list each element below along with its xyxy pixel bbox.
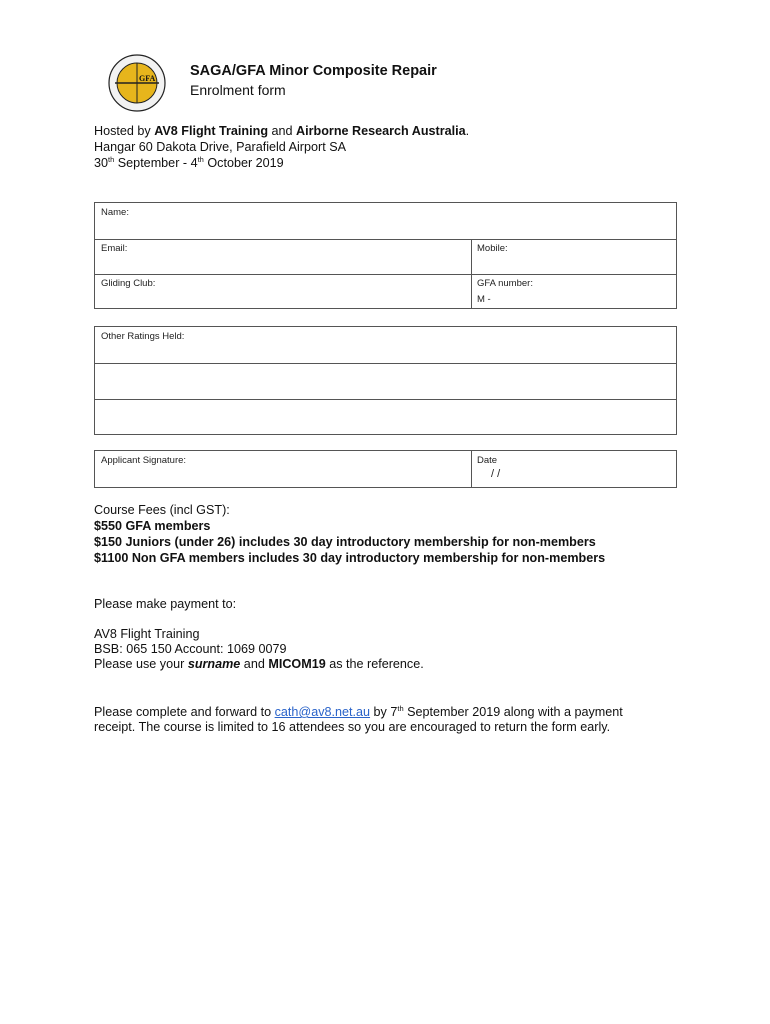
payment-reference: Please use your surname and MICOM19 as the reference.: [94, 657, 424, 671]
fee-line-gfa: $550 GFA members: [94, 519, 211, 533]
signature-box: [94, 450, 677, 488]
name-field[interactable]: Name:: [101, 207, 129, 218]
gfa-logo: [108, 54, 166, 112]
fee-line-non-gfa: $1100 Non GFA members includes 30 day introductory membership for non-members: [94, 551, 606, 565]
closing-line-1: Please complete and forward to cath@av8.net.au by 7th September 2019 along with a payment: [94, 703, 623, 719]
payee-name: AV8 Flight Training: [94, 627, 200, 641]
other-ratings-line-2[interactable]: [95, 363, 676, 399]
venue-address: Hangar 60 Dakota Drive, Parafield Airport SA: [94, 140, 346, 154]
page-subtitle: Enrolment form: [190, 82, 286, 98]
bank-details: BSB: 065 150 Account: 1069 0079: [94, 642, 287, 656]
other-ratings-box: [94, 326, 677, 435]
gfa-number-field[interactable]: GFA number: M -: [477, 278, 533, 305]
other-ratings-field[interactable]: Other Ratings Held:: [101, 331, 185, 342]
email-field[interactable]: Email:: [101, 243, 128, 254]
contact-email-link[interactable]: cath@av8.net.au: [274, 705, 371, 719]
closing-line-2: receipt. The course is limited to 16 attendees so you are encouraged to return the form early.: [94, 720, 611, 734]
svg-text:GFA: GFA: [139, 74, 156, 83]
payment-heading: Please make payment to:: [94, 597, 237, 611]
hosted-line: Hosted by AV8 Flight Training and Airborne Research Australia.: [94, 124, 470, 138]
fees-heading: Course Fees (incl GST):: [94, 503, 230, 517]
date-field[interactable]: Date / /: [477, 455, 501, 480]
page-title: SAGA/GFA Minor Composite Repair: [190, 63, 437, 79]
fee-line-juniors: $150 Juniors (under 26) includes 30 day introductory membership for non-members: [94, 535, 596, 549]
mobile-field[interactable]: Mobile:: [477, 243, 508, 254]
applicant-signature-field[interactable]: Applicant Signature:: [101, 455, 187, 466]
gliding-club-field[interactable]: Gliding Club:: [101, 278, 156, 289]
course-dates: 30th September - 4th October 2019: [94, 154, 284, 170]
applicant-details-box: [94, 202, 677, 309]
other-ratings-line-3[interactable]: [95, 399, 676, 435]
